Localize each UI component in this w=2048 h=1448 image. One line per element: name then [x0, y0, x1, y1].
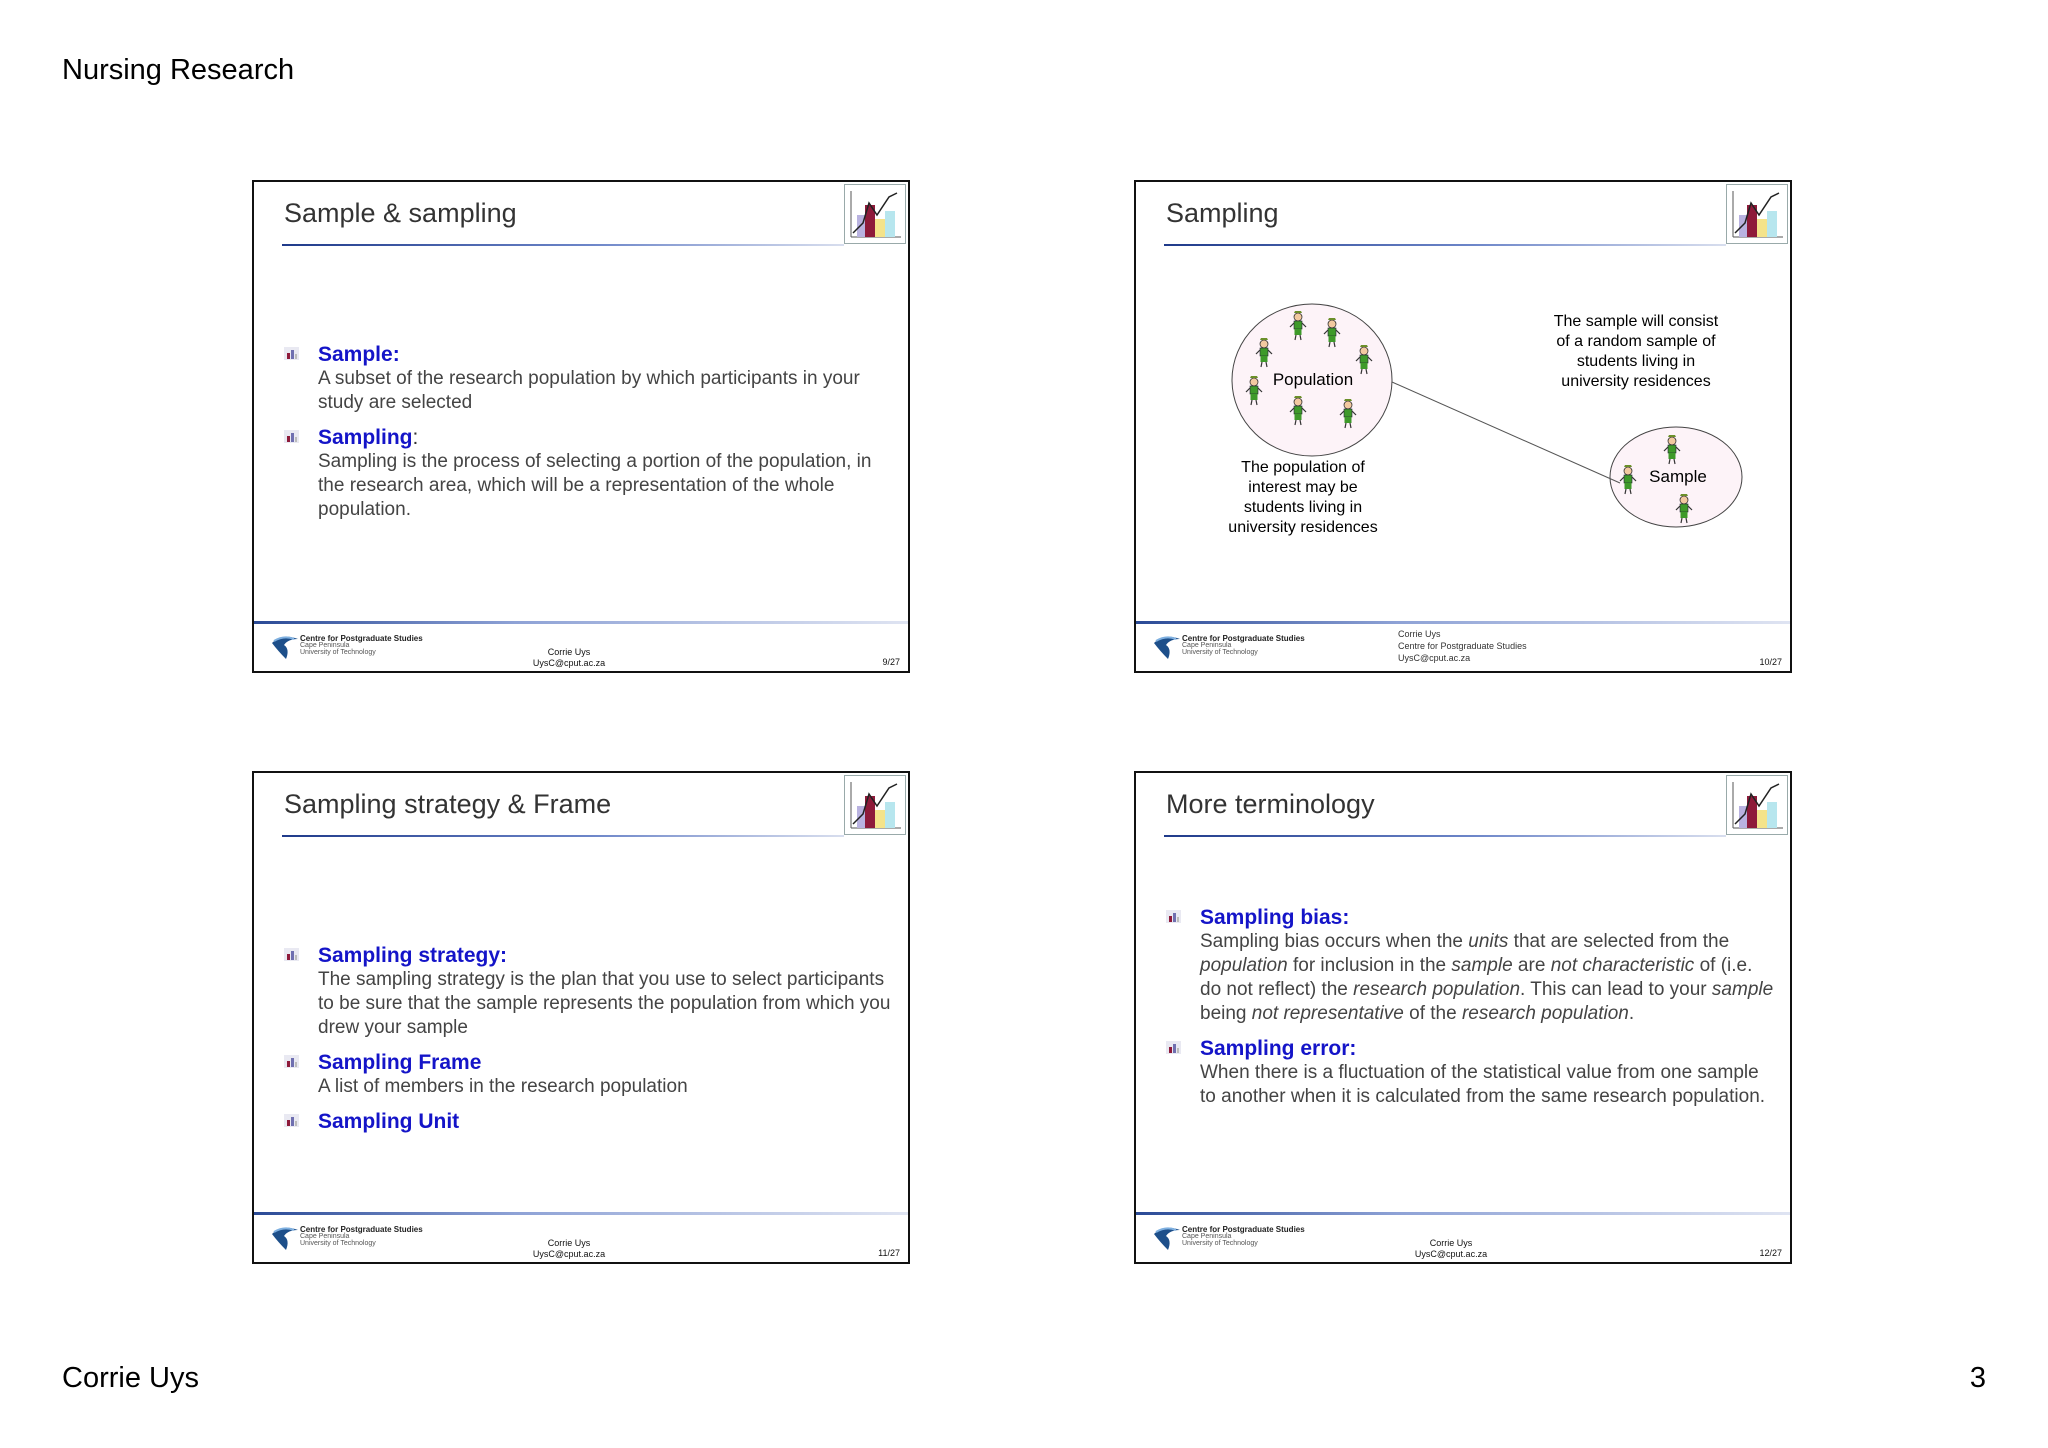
title-divider	[282, 244, 844, 246]
bullet-text: A subset of the research population by which participants in your study are selected	[318, 368, 860, 413]
chart-logo-icon	[844, 775, 906, 835]
bullet-chart-icon	[284, 1055, 299, 1068]
bullet-sampling-unit	[284, 1109, 894, 1134]
footer-author	[533, 1238, 605, 1260]
text-part: being	[1200, 1003, 1252, 1024]
cps-name: Centre for Postgraduate Studies	[1182, 1225, 1305, 1234]
slide-title: Sampling strategy & Frame	[284, 789, 612, 819]
bullet-sample	[284, 342, 894, 415]
slide-number: 9/27	[882, 657, 900, 667]
chart-logo-icon	[1726, 775, 1788, 835]
slide-title: More terminology	[1166, 789, 1375, 819]
author-email: UysC@cput.ac.za	[1398, 653, 1471, 663]
bullet-sampling-strategy	[284, 943, 894, 1040]
cps-name: Centre for Postgraduate Studies	[300, 1225, 423, 1234]
chart-logo-icon	[844, 184, 906, 244]
footer-divider	[254, 1212, 908, 1215]
slide-sampling	[1134, 180, 1792, 673]
bullet-sampling-frame	[284, 1050, 894, 1099]
cps-name: Centre for Postgraduate Studies	[1182, 634, 1305, 643]
text-part-italic: not characteristic	[1550, 955, 1695, 976]
bullet-chart-icon	[284, 948, 299, 961]
sample-label: Sample	[1649, 467, 1707, 486]
page-footer-author: Corrie Uys	[62, 1362, 199, 1394]
bullet-sampling	[284, 425, 894, 522]
bullet-sampling-error	[1166, 1036, 1776, 1109]
cps-institution-line2: University of Technology	[1182, 649, 1258, 656]
cps-institution-line1: Cape Peninsula	[300, 1233, 350, 1240]
author-email: UysC@cput.ac.za	[532, 658, 606, 668]
slide-number: 12/27	[1759, 1248, 1782, 1258]
cps-institution-line2: University of Technology	[300, 1240, 376, 1247]
footer-divider	[1136, 621, 1790, 624]
slide-footer	[254, 1212, 908, 1262]
bullet-heading: Sampling Unit	[318, 1110, 460, 1133]
footer-author	[1398, 628, 1527, 664]
cps-name: Centre for Postgraduate Studies	[300, 634, 423, 643]
connector-line	[1392, 382, 1620, 483]
text-part: for inclusion in the	[1287, 955, 1452, 976]
title-divider	[1164, 835, 1726, 837]
bullet-chart-icon	[284, 1114, 299, 1127]
author-department: Centre for Postgraduate Studies	[1398, 641, 1527, 651]
bullet-chart-icon	[1166, 910, 1181, 923]
footer-author	[533, 647, 605, 669]
bullet-heading: Sampling Frame	[318, 1051, 482, 1074]
bullet-chart-icon	[1166, 1041, 1181, 1054]
bullet-heading: Sampling bias:	[1200, 906, 1350, 929]
text-part: Sampling bias occurs when the	[1200, 931, 1469, 952]
page-header: Nursing Research	[62, 54, 295, 86]
slide-title: Sampling	[1166, 198, 1279, 228]
population-label: Population	[1272, 370, 1354, 389]
slide-sampling-strategy-frame	[252, 771, 910, 1264]
cps-institution-line2: University of Technology	[300, 649, 376, 656]
bullet-chart-icon	[284, 430, 299, 443]
title-divider	[282, 835, 844, 837]
slide-footer	[254, 621, 908, 671]
footer-divider	[1136, 1212, 1790, 1215]
text-part-italic: research population	[1353, 979, 1521, 1000]
slide-footer	[1136, 621, 1790, 671]
bullet-text: A list of members in the research population	[318, 1076, 688, 1097]
author-name: Corrie Uys	[1398, 629, 1441, 639]
page-number: 3	[1969, 1362, 1986, 1394]
bullet-heading-text: Sampling	[318, 426, 413, 449]
bullet-heading	[318, 425, 894, 450]
slide-sample-and-sampling	[252, 180, 910, 673]
text-part: of (i.e. do not reflect) the	[1200, 955, 1753, 1000]
bullet-text: When there is a fluctuation of the statistical value from one sample to another when it is calculated from the same research population.	[1200, 1062, 1766, 1107]
bullet-heading: Sampling error:	[1200, 1037, 1357, 1060]
text-part-italic: sample	[1711, 979, 1774, 1000]
cps-institution-line1: Cape Peninsula	[1182, 642, 1232, 649]
text-part-italic: population	[1200, 955, 1288, 976]
slide-title: Sample & sampling	[284, 198, 517, 228]
author-name: Corrie Uys	[1429, 1238, 1473, 1248]
sample-note: The sample will consist of a random sample of students living in university residences	[1553, 313, 1719, 390]
sampling-diagram	[1136, 182, 1790, 622]
text-part: . This can lead to your	[1520, 979, 1712, 1000]
bullet-text: Sampling is the process of selecting a portion of the population, in the research area, which will be a representation of the whole population.	[318, 451, 872, 520]
cps-institution-line1: Cape Peninsula	[1182, 1233, 1232, 1240]
cps-institution-line1: Cape Peninsula	[300, 642, 350, 649]
text-part-italic: research population	[1461, 1003, 1629, 1024]
bullet-chart-icon	[284, 347, 299, 360]
text-part-italic: units	[1468, 931, 1509, 952]
text-part: of the	[1403, 1003, 1462, 1024]
text-part: are	[1512, 955, 1551, 976]
bullet-list	[284, 943, 894, 1144]
footer-divider	[254, 621, 908, 624]
bullet-heading: Sampling strategy:	[318, 944, 508, 967]
slide-number: 10/27	[1759, 657, 1782, 667]
text-part: that are selected from the	[1508, 931, 1730, 952]
text-part-italic: not representative	[1251, 1003, 1404, 1024]
slide-more-terminology	[1134, 771, 1792, 1264]
author-email: UysC@cput.ac.za	[1414, 1249, 1488, 1259]
bullet-text	[1200, 930, 1776, 1026]
author-email: UysC@cput.ac.za	[532, 1249, 606, 1259]
bullet-heading-colon: :	[412, 426, 419, 449]
author-name: Corrie Uys	[547, 1238, 591, 1248]
cps-institution-line2: University of Technology	[1182, 1240, 1258, 1247]
footer-author	[1415, 1238, 1487, 1260]
text-part-italic: sample	[1451, 955, 1513, 976]
author-name: Corrie Uys	[547, 647, 591, 657]
bullet-sampling-bias	[1166, 905, 1776, 1026]
population-note: The population of interest may be students living in university residences	[1228, 459, 1378, 536]
bullet-list	[1166, 905, 1776, 1119]
bullet-text: The sampling strategy is the plan that you use to select participants to be sure that the sample represents the population from which you drew your sample	[318, 969, 891, 1038]
slide-footer	[1136, 1212, 1790, 1262]
bullet-list	[284, 342, 894, 532]
slide-number: 11/27	[878, 1248, 900, 1258]
text-part: .	[1628, 1003, 1635, 1024]
bullet-heading: Sample:	[318, 343, 400, 366]
